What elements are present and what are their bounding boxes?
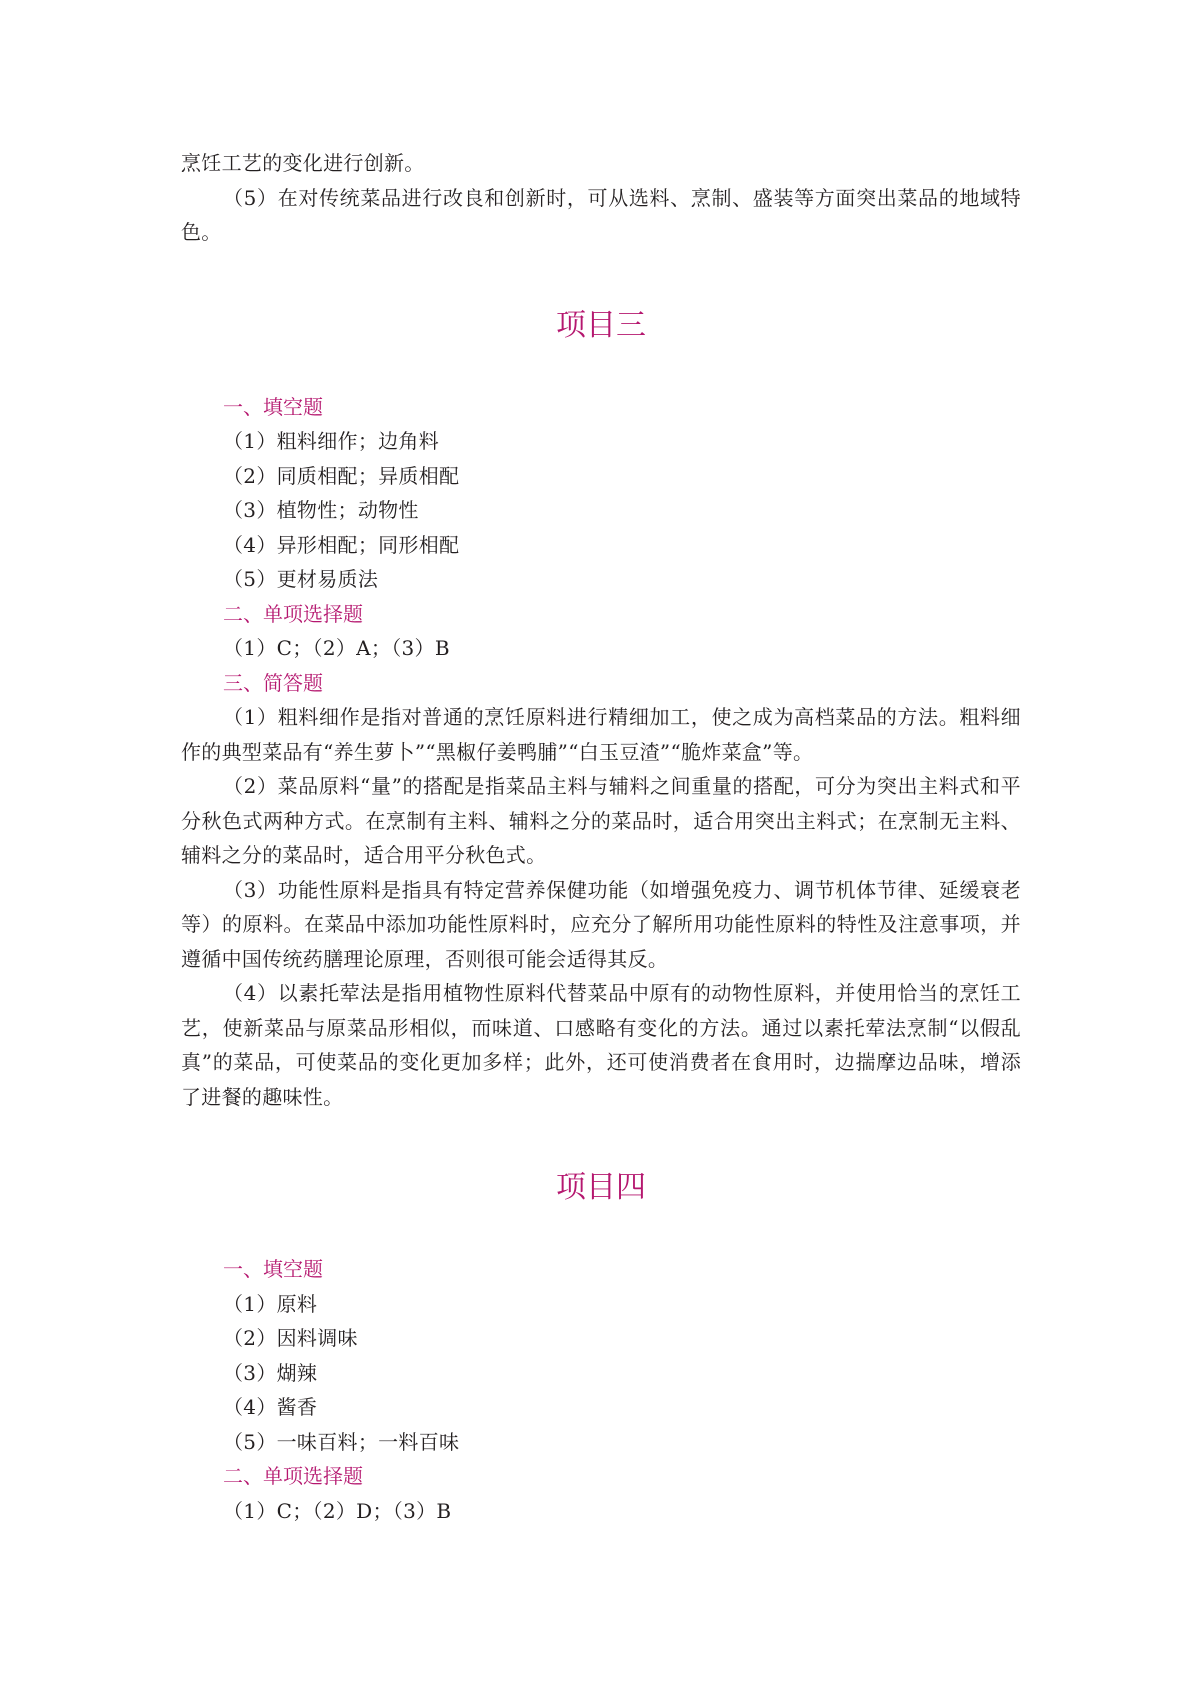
project-4-choice-heading: 二、单项选择题 (223, 1464, 363, 1488)
project-3-fill-item-4: （4）异形相配；同形相配 (223, 532, 460, 557)
project-3-title: 项目三 (556, 307, 646, 343)
project-3-short-answer-2: （2）菜品原料“量”的搭配是指菜品主料与辅料之间重量的搭配，可分为突出主料式和平分秋色式两种方式。在烹制有主料、辅料之分的菜品时，适合用突出主料式；在烹制无主料、辅料之分的菜品时，适合用平分秋色式。 (181, 774, 1021, 867)
project-3-short-answer-4: （4）以素托荤法是指用植物性原料代替菜品中原有的动物性原料，并使用恰当的烹饪工艺，使新菜品与原菜品形相似，而味道、口感略有变化的方法。通过以素托荤法烹制“以假乱真”的菜品，可使菜品的变化更加多样；此外，还可使消费者在食用时，边揣摩边品味，增添了进餐的趣味性。 (181, 981, 1021, 1109)
project-4-choice-answer: （1）C；（2）D；（3）B (223, 1498, 452, 1523)
project-3-short-answer-3: （3）功能性原料是指具有特定营养保健功能（如增强免疫力、调节机体节律、延缓衰老等）的原料。在菜品中添加功能性原料时，应充分了解所用功能性原料的特性及注意事项，并遵循中国传统药膳理论原理，否则很可能会适得其反。 (181, 877, 1021, 971)
project-3-choice-heading: 二、单项选择题 (223, 601, 363, 626)
project-3-fill-item-2: （2）同质相配；异质相配 (223, 463, 460, 488)
project-3-fill-item-5: （5）更材易质法 (223, 567, 379, 591)
project-4-fill-item-4: （4）酱香 (223, 1395, 318, 1419)
intro-paragraph-5: （5）在对传统菜品进行改良和创新时，可从选料、烹制、盛装等方面突出菜品的地域特色。 (181, 185, 1021, 244)
page-content (181, 146, 1021, 1528)
project-3-short-heading: 三、简答题 (223, 670, 323, 695)
project-4-title: 项目四 (556, 1170, 646, 1205)
project-4-fill-item-5: （5）一味百料；一料百味 (223, 1429, 460, 1454)
project-4-fill-item-2: （2）因料调味 (223, 1326, 358, 1350)
intro-line: 烹饪工艺的变化进行创新。 (181, 151, 425, 175)
project-3-fill-heading: 一、填空题 (223, 394, 323, 419)
project-4-fill-heading: 一、填空题 (223, 1257, 323, 1281)
project-3-fill-item-3: （3）植物性；动物性 (223, 498, 419, 522)
project-4-fill-item-3: （3）煳辣 (223, 1360, 318, 1385)
project-3-choice-answer: （1）C；（2）A；（3）B (223, 636, 450, 660)
project-3-fill-item-1: （1）粗料细作；边角料 (223, 429, 440, 453)
project-3-short-answer-1: （1）粗料细作是指对普通的烹饪原料进行精细加工，使之成为高档菜品的方法。粗料细作的典型菜品有“养生萝卜”“黑椒仔姜鸭脯”“白玉豆渣”“脆炸菜盒”等。 (181, 705, 1021, 764)
project-4-fill-item-1: （1）原料 (223, 1291, 318, 1316)
